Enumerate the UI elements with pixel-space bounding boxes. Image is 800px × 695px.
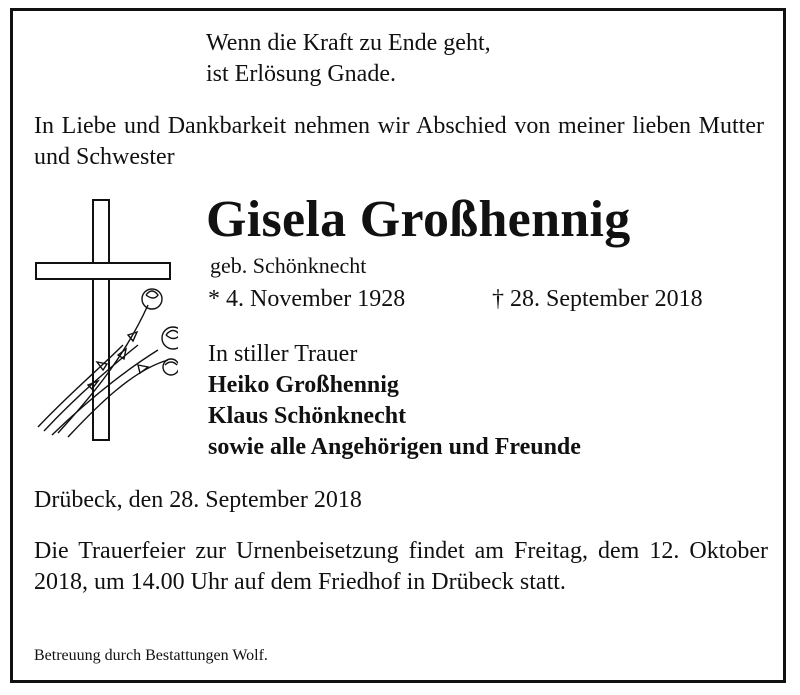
poem-line-2: ist Erlösung Gnade. bbox=[206, 61, 396, 87]
birth-date: * 4. November 1928 bbox=[208, 286, 406, 312]
death-date: † 28. September 2018 bbox=[492, 286, 703, 312]
mourner-2: Klaus Schönknecht bbox=[208, 403, 407, 429]
mourner-1: Heiko Großhennig bbox=[208, 372, 399, 398]
deceased-name: Gisela Großhennig bbox=[206, 191, 631, 248]
maiden-name: geb. Schönknecht bbox=[210, 253, 367, 278]
place-date: Drübeck, den 28. September 2018 bbox=[34, 487, 362, 513]
intro-text: In Liebe und Dankbarkeit nehmen wir Abschied von meiner lieben Mutter und Schwester bbox=[34, 113, 764, 170]
poem-line-1: Wenn die Kraft zu Ende geht, bbox=[206, 30, 491, 56]
service-info: Die Trauerfeier zur Urnenbeisetzung findet am Freitag, dem 12. Oktober 2018, um 14.00 Uhr auf dem Friedhof in Drübeck statt. bbox=[34, 538, 768, 595]
poem bbox=[206, 28, 491, 90]
cross-with-flowers-icon bbox=[28, 195, 178, 445]
mourning-line: In stiller Trauer bbox=[208, 341, 358, 367]
funeral-home: Betreuung durch Bestattungen Wolf. bbox=[34, 647, 268, 664]
mourner-3: sowie alle Angehörigen und Freunde bbox=[208, 434, 581, 460]
